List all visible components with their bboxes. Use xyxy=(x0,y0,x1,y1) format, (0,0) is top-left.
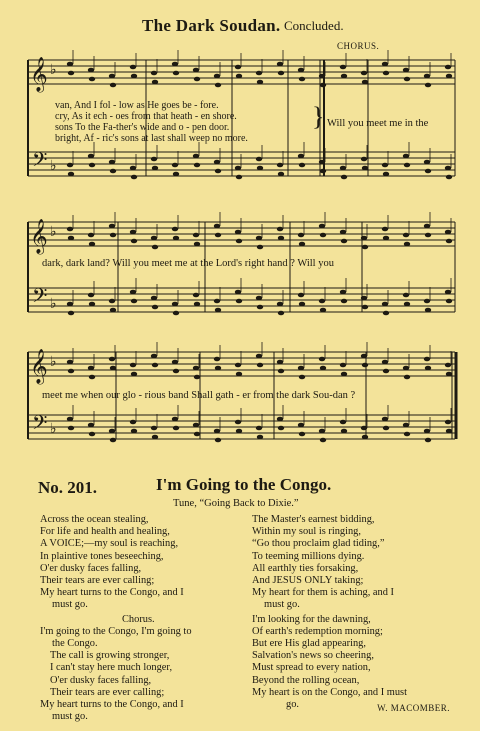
tune-line: Tune, “Going Back to Dixie.” xyxy=(173,498,299,509)
note-head xyxy=(362,80,368,85)
note-head xyxy=(383,172,389,177)
note-head xyxy=(152,363,158,368)
note-head xyxy=(235,290,241,295)
verse-line: My heart turns to the Congo, and I xyxy=(40,587,184,599)
note-head xyxy=(299,375,305,380)
note-head xyxy=(109,357,115,362)
note-head xyxy=(130,363,136,368)
svg-text:♭: ♭ xyxy=(50,354,57,370)
note-head xyxy=(130,420,136,425)
note-head xyxy=(278,426,284,431)
note-head xyxy=(172,302,178,307)
verse-line: “Go thou proclaim glad tiding,” xyxy=(252,538,385,550)
note-head xyxy=(67,417,73,422)
note-head xyxy=(319,224,325,229)
note-head xyxy=(215,83,221,88)
note-head xyxy=(194,163,200,168)
verse-line: My heart for them is aching, and I xyxy=(252,587,394,599)
note-head xyxy=(214,357,220,362)
note-head xyxy=(173,426,179,431)
note-head xyxy=(362,245,368,250)
note-head xyxy=(172,62,178,67)
note-head xyxy=(256,354,262,359)
note-head xyxy=(256,71,262,76)
note-head xyxy=(341,372,347,377)
svg-text:♭: ♭ xyxy=(50,158,57,174)
note-head xyxy=(256,236,262,241)
note-head xyxy=(383,369,389,374)
note-head xyxy=(214,429,220,434)
note-head xyxy=(319,160,325,165)
note-head xyxy=(299,432,305,437)
note-head xyxy=(109,160,115,165)
note-head xyxy=(403,366,409,371)
note-head xyxy=(404,375,410,380)
chorus-line: must go. xyxy=(52,711,88,723)
note-head xyxy=(319,357,325,362)
note-head xyxy=(403,68,409,73)
verse-lyrics-block xyxy=(55,100,248,144)
note-head xyxy=(235,166,241,171)
note-head xyxy=(193,154,199,159)
note-head xyxy=(320,366,326,371)
note-head xyxy=(130,65,136,70)
note-head xyxy=(110,83,116,88)
note-head xyxy=(88,68,94,73)
note-head xyxy=(404,432,410,437)
note-head xyxy=(425,438,431,443)
note-head xyxy=(257,166,263,171)
note-head xyxy=(445,363,451,368)
note-head xyxy=(214,299,220,304)
lyric-line-3: meet me when our glo - rious band Shall gath - er from the dark Sou-dan ? xyxy=(42,390,356,401)
note-head xyxy=(445,230,451,235)
note-head xyxy=(340,363,346,368)
note-head xyxy=(109,429,115,434)
verse-line: To teeming millions dying. xyxy=(252,550,365,562)
note-head xyxy=(382,417,388,422)
note-head xyxy=(235,65,241,70)
note-head xyxy=(424,357,430,362)
note-head xyxy=(257,305,263,310)
note-head xyxy=(362,166,368,171)
note-head xyxy=(404,77,410,82)
note-head xyxy=(278,172,284,177)
verse-line: sons To the Fa-ther's wide and o - pen door. xyxy=(55,122,230,133)
verse-brace: } xyxy=(312,102,325,131)
song-title: I'm Going to the Congo. xyxy=(156,475,332,494)
note-head xyxy=(298,293,304,298)
note-head xyxy=(88,423,94,428)
note-head xyxy=(88,233,94,238)
note-head xyxy=(383,426,389,431)
hymn-subtitle: Concluded. xyxy=(284,18,344,33)
chorus-label: CHORUS. xyxy=(337,41,380,51)
note-head xyxy=(214,224,220,229)
verse-line: Across the ocean stealing, xyxy=(40,514,149,525)
note-head xyxy=(235,363,241,368)
chorus-line: O'er dusky faces falling, xyxy=(50,674,152,686)
verse-line: van, And I fol - low as He goes be - fore. xyxy=(55,100,219,111)
note-head xyxy=(299,302,305,307)
svg-text:𝄞: 𝄞 xyxy=(30,349,48,384)
note-head xyxy=(215,233,221,238)
note-head xyxy=(236,299,242,304)
note-head xyxy=(299,163,305,168)
note-head xyxy=(236,429,242,434)
chorus-line: I can't stay here much longer, xyxy=(50,662,173,674)
note-head xyxy=(173,236,179,241)
note-head xyxy=(362,305,368,310)
note-head xyxy=(110,438,116,443)
note-head xyxy=(67,62,73,67)
note-head xyxy=(277,417,283,422)
note-head xyxy=(152,245,158,250)
svg-text:𝄢: 𝄢 xyxy=(32,148,48,176)
note-head xyxy=(88,154,94,159)
note-head xyxy=(278,236,284,241)
note-head xyxy=(151,157,157,162)
note-head xyxy=(341,239,347,244)
note-head xyxy=(403,293,409,298)
note-head xyxy=(215,438,221,443)
note-head xyxy=(193,293,199,298)
note-head xyxy=(320,83,326,88)
note-head xyxy=(340,65,346,70)
note-head xyxy=(89,163,95,168)
note-head xyxy=(403,423,409,428)
verse-line: A VOICE;—my soul is reaching, xyxy=(40,538,179,550)
note-head xyxy=(214,160,220,165)
verse-line: Must spread to every nation, xyxy=(252,662,371,674)
note-head xyxy=(362,363,368,368)
note-head xyxy=(382,163,388,168)
note-head xyxy=(403,233,409,238)
note-head xyxy=(68,172,74,177)
svg-text:𝄢: 𝄢 xyxy=(32,411,48,439)
note-head xyxy=(68,236,74,241)
note-head xyxy=(446,74,452,79)
note-head xyxy=(68,369,74,374)
note-head xyxy=(424,299,430,304)
verse-line: Beyond the rolling ocean, xyxy=(252,674,360,686)
note-head xyxy=(361,71,367,76)
note-head xyxy=(382,227,388,232)
verse-line: Their tears are ever calling; xyxy=(40,575,155,587)
note-head xyxy=(67,302,73,307)
note-head xyxy=(131,299,137,304)
note-head xyxy=(320,233,326,238)
note-head xyxy=(88,366,94,371)
chorus-line: The call is growing stronger, xyxy=(50,650,170,662)
verse-line: For life and health and healing, xyxy=(40,526,170,538)
note-head xyxy=(215,308,221,313)
note-head xyxy=(235,230,241,235)
note-head xyxy=(424,160,430,165)
note-head xyxy=(340,420,346,425)
note-head xyxy=(131,74,137,79)
note-head xyxy=(320,169,326,174)
note-head xyxy=(256,157,262,162)
note-head xyxy=(67,360,73,365)
note-head xyxy=(382,302,388,307)
note-head xyxy=(446,372,452,377)
note-head xyxy=(257,245,263,250)
note-head xyxy=(151,71,157,76)
note-head xyxy=(89,242,95,247)
chorus-line: I'm going to the Congo, I'm going to xyxy=(40,625,192,637)
note-head xyxy=(319,429,325,434)
note-head xyxy=(361,354,367,359)
note-head xyxy=(172,417,178,422)
note-head xyxy=(235,420,241,425)
chorus-line: the Congo. xyxy=(52,638,98,650)
note-head xyxy=(236,74,242,79)
note-head xyxy=(173,71,179,76)
note-head xyxy=(403,154,409,159)
verse-line: O'er dusky faces falling, xyxy=(40,562,142,574)
song-number: No. 201. xyxy=(38,478,98,497)
note-head xyxy=(109,74,115,79)
note-head xyxy=(151,296,157,301)
note-head xyxy=(151,354,157,359)
note-head xyxy=(194,375,200,380)
note-head xyxy=(257,80,263,85)
note-head xyxy=(152,166,158,171)
verse-line: Of earth's redemption morning; xyxy=(252,625,383,637)
note-head xyxy=(361,296,367,301)
note-head xyxy=(194,432,200,437)
note-head xyxy=(110,366,116,371)
lyric-line-2: dark, dark land? Will you meet me at the Lord's right hand ? Will you xyxy=(42,258,334,269)
svg-text:𝄞: 𝄞 xyxy=(30,219,48,254)
note-head xyxy=(173,369,179,374)
note-head xyxy=(446,429,452,434)
note-head xyxy=(298,366,304,371)
note-head xyxy=(257,435,263,440)
note-head xyxy=(131,175,137,180)
note-head xyxy=(89,375,95,380)
chorus-lyric-line-1: Will you meet me in the xyxy=(327,118,429,129)
note-head xyxy=(110,233,116,238)
note-head xyxy=(68,71,74,76)
note-head xyxy=(298,423,304,428)
note-head xyxy=(341,175,347,180)
note-head xyxy=(341,299,347,304)
note-head xyxy=(277,227,283,232)
note-head xyxy=(236,372,242,377)
note-head xyxy=(361,426,367,431)
chorus-line: Their tears are ever calling; xyxy=(50,686,165,698)
note-head xyxy=(340,230,346,235)
note-head xyxy=(298,68,304,73)
note-head xyxy=(446,175,452,180)
svg-text:♭: ♭ xyxy=(50,421,57,437)
note-head xyxy=(319,74,325,79)
verse-line: And JESUS ONLY taking; xyxy=(252,575,364,587)
note-head xyxy=(383,236,389,241)
svg-text:♭: ♭ xyxy=(50,224,57,240)
note-head xyxy=(68,426,74,431)
svg-text:♭: ♭ xyxy=(50,296,57,312)
verse-line: In plaintive tones beseeching, xyxy=(40,550,164,562)
note-head xyxy=(361,236,367,241)
note-head xyxy=(193,423,199,428)
note-head xyxy=(404,242,410,247)
note-head xyxy=(298,233,304,238)
note-head xyxy=(130,230,136,235)
note-head xyxy=(130,166,136,171)
hymn-title: The Dark Soudan. xyxy=(142,16,281,35)
note-head xyxy=(67,163,73,168)
note-head xyxy=(173,311,179,316)
note-head xyxy=(88,293,94,298)
note-head xyxy=(278,311,284,316)
note-head xyxy=(404,163,410,168)
note-head xyxy=(236,239,242,244)
note-head xyxy=(445,420,451,425)
verse-line: go. xyxy=(286,699,299,711)
note-head xyxy=(109,299,115,304)
note-head xyxy=(382,360,388,365)
note-head xyxy=(299,242,305,247)
note-head xyxy=(298,154,304,159)
note-head xyxy=(256,426,262,431)
note-head xyxy=(131,429,137,434)
verse-line: The Master's earnest bidding, xyxy=(252,514,375,525)
note-head xyxy=(89,77,95,82)
chorus-heading: Chorus. xyxy=(122,613,155,625)
note-head xyxy=(172,163,178,168)
verse-line: Within my soul is ringing, xyxy=(252,526,361,538)
note-head xyxy=(277,163,283,168)
note-head xyxy=(215,366,221,371)
note-head xyxy=(425,169,431,174)
note-head xyxy=(341,429,347,434)
note-head xyxy=(445,166,451,171)
note-head xyxy=(341,74,347,79)
note-head xyxy=(277,360,283,365)
verse-line: bright, Af - ric's sons at last shall weep no more. xyxy=(55,133,248,144)
note-head xyxy=(404,302,410,307)
author-credit: W. MACOMBER. xyxy=(377,703,450,713)
note-head xyxy=(152,305,158,310)
note-head xyxy=(383,311,389,316)
note-head xyxy=(320,308,326,313)
verse-line: But ere His glad appearing, xyxy=(252,638,366,650)
svg-text:𝄢: 𝄢 xyxy=(32,284,48,312)
svg-text:♭: ♭ xyxy=(50,62,57,78)
note-head xyxy=(445,65,451,70)
note-head xyxy=(424,224,430,229)
note-head xyxy=(152,80,158,85)
note-head xyxy=(445,290,451,295)
note-head xyxy=(424,429,430,434)
note-head xyxy=(110,308,116,313)
note-head xyxy=(193,366,199,371)
note-head xyxy=(320,438,326,443)
note-head xyxy=(89,302,95,307)
note-head xyxy=(299,77,305,82)
note-head xyxy=(425,83,431,88)
note-head xyxy=(194,77,200,82)
note-head xyxy=(172,227,178,232)
verse-line: My heart is on the Congo, and I must xyxy=(252,686,407,698)
note-head xyxy=(340,290,346,295)
note-head xyxy=(89,432,95,437)
note-head xyxy=(130,290,136,295)
note-head xyxy=(425,233,431,238)
note-head xyxy=(319,299,325,304)
verse-line: Salvation's news so cheering, xyxy=(252,650,374,662)
note-head xyxy=(151,236,157,241)
note-head xyxy=(277,62,283,67)
verse-line: must go. xyxy=(264,599,300,611)
note-head xyxy=(425,366,431,371)
note-head xyxy=(193,233,199,238)
note-head xyxy=(236,175,242,180)
note-head xyxy=(152,435,158,440)
chorus-line: My heart turns to the Congo, and I xyxy=(40,699,184,711)
note-head xyxy=(131,372,137,377)
note-head xyxy=(383,71,389,76)
note-head xyxy=(151,426,157,431)
note-head xyxy=(131,239,137,244)
note-head xyxy=(277,302,283,307)
note-head xyxy=(214,74,220,79)
svg-text:𝄞: 𝄞 xyxy=(30,57,48,92)
note-head xyxy=(110,169,116,174)
note-head xyxy=(194,242,200,247)
note-head xyxy=(109,224,115,229)
left-column xyxy=(40,514,245,723)
note-head xyxy=(215,169,221,174)
note-head xyxy=(446,299,452,304)
note-head xyxy=(446,239,452,244)
note-head xyxy=(193,68,199,73)
note-head xyxy=(278,369,284,374)
note-head xyxy=(424,74,430,79)
note-head xyxy=(257,363,263,368)
note-head xyxy=(194,302,200,307)
note-head xyxy=(425,308,431,313)
note-head xyxy=(172,360,178,365)
note-head xyxy=(361,157,367,162)
note-head xyxy=(68,311,74,316)
staff-treble-3 xyxy=(28,352,455,376)
verse-line: All earthly ties forsaking, xyxy=(252,562,359,574)
note-head xyxy=(173,172,179,177)
verse-line: must go. xyxy=(52,599,88,611)
note-head xyxy=(340,166,346,171)
note-head xyxy=(362,435,368,440)
note-head xyxy=(256,296,262,301)
verse-line: I'm looking for the dawning, xyxy=(252,613,371,625)
note-head xyxy=(67,227,73,232)
right-column xyxy=(252,514,462,711)
verse-line: cry, As it ech - oes from that heath - en shore. xyxy=(55,111,237,122)
note-head xyxy=(382,62,388,67)
note-head xyxy=(278,71,284,76)
